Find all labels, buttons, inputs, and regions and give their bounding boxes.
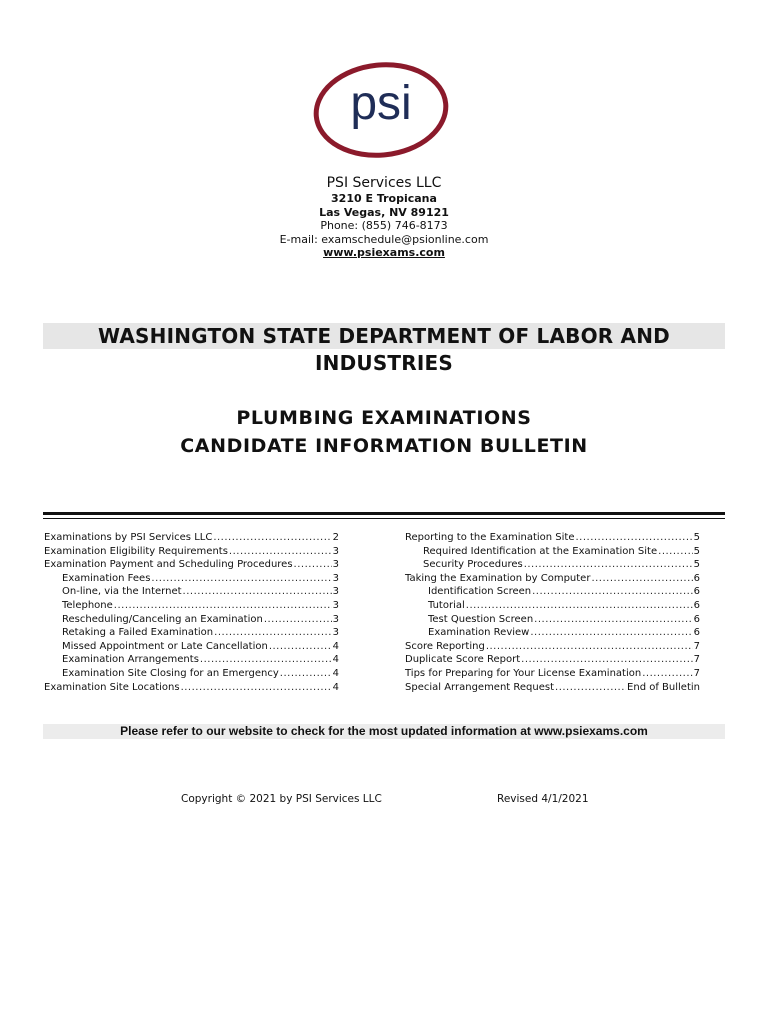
psi-logo bbox=[313, 62, 449, 158]
toc-entry-page: 3 bbox=[332, 545, 339, 557]
toc-entry-label: Retaking a Failed Examination bbox=[62, 627, 214, 639]
toc-entry[interactable] bbox=[405, 640, 700, 654]
toc-entry-label: Taking the Examination by Computer bbox=[405, 572, 591, 584]
toc-entry-label: Examination Site Locations bbox=[44, 681, 180, 693]
toc-entry-label: Examination Arrangements bbox=[62, 654, 199, 666]
toc-entry[interactable] bbox=[405, 599, 700, 613]
toc-entry-label: Tips for Preparing for Your License Examination bbox=[405, 667, 642, 679]
toc-entry-label: Examination Fees bbox=[62, 572, 151, 584]
document-title bbox=[0, 404, 768, 460]
toc-entry-page: 3 bbox=[332, 586, 339, 598]
toc-entry[interactable] bbox=[405, 613, 700, 627]
toc-entry-page: 5 bbox=[693, 559, 700, 571]
toc-entry-page: End of Bulletin bbox=[627, 681, 700, 693]
toc-entry-page: 3 bbox=[332, 559, 339, 571]
toc-entry-page: 4 bbox=[332, 654, 339, 666]
title-line-2: CANDIDATE INFORMATION BULLETIN bbox=[180, 435, 588, 457]
toc-entry-page: 7 bbox=[693, 654, 700, 666]
toc-entry-page: 3 bbox=[332, 599, 339, 611]
toc-entry-label: Test Question Screen bbox=[428, 613, 534, 625]
divider-thin bbox=[43, 518, 725, 519]
toc-entry-label: On-line, via the Internet bbox=[62, 586, 182, 598]
toc-entry-label: Examination Eligibility Requirements bbox=[44, 545, 228, 557]
toc-entry-label: Security Procedures bbox=[423, 559, 523, 571]
toc-entry[interactable] bbox=[44, 545, 339, 559]
company-name: PSI Services LLC bbox=[326, 175, 442, 191]
toc-entry[interactable] bbox=[405, 585, 700, 599]
toc-entry[interactable] bbox=[44, 531, 339, 545]
toc-entry-page: 3 bbox=[332, 613, 339, 625]
toc-entry[interactable] bbox=[44, 626, 339, 640]
toc-entry[interactable] bbox=[405, 653, 700, 667]
toc-entry[interactable] bbox=[44, 558, 339, 572]
toc-entry[interactable] bbox=[405, 626, 700, 640]
toc-entry-label: Examination Payment and Scheduling Procedures bbox=[44, 559, 293, 571]
toc-entry-page: 7 bbox=[693, 640, 700, 652]
toc-entry-label: Rescheduling/Canceling an Examination bbox=[62, 613, 263, 625]
toc-entry-page: 6 bbox=[693, 627, 700, 639]
toc-entry-page: 6 bbox=[693, 572, 700, 584]
toc-entry-label: Examination Review bbox=[428, 627, 530, 639]
toc-entry-label: Special Arrangement Request bbox=[405, 681, 555, 693]
toc-entry[interactable] bbox=[405, 545, 700, 559]
toc-entry[interactable] bbox=[405, 558, 700, 572]
toc-entry[interactable] bbox=[44, 640, 339, 654]
company-website-link[interactable]: www.psiexams.com bbox=[323, 246, 445, 259]
toc-entry[interactable] bbox=[405, 572, 700, 586]
toc-entry[interactable] bbox=[44, 585, 339, 599]
toc-entry[interactable] bbox=[44, 667, 339, 681]
toc-entry[interactable] bbox=[44, 653, 339, 667]
company-email: E-mail: examschedule@psionline.com bbox=[279, 232, 489, 246]
toc-entry-label: Required Identification at the Examination Site bbox=[423, 545, 658, 557]
toc-entry-page: 5 bbox=[693, 545, 700, 557]
toc-entry-label: Identification Screen bbox=[428, 586, 532, 598]
toc-entry-page: 7 bbox=[693, 667, 700, 679]
toc-entry[interactable] bbox=[405, 681, 700, 695]
toc-entry-label: Missed Appointment or Late Cancellation bbox=[62, 640, 268, 652]
toc-entry-page: 4 bbox=[332, 681, 339, 693]
toc-entry-page: 4 bbox=[332, 667, 339, 679]
toc-entry-page: 5 bbox=[693, 532, 700, 543]
company-info bbox=[0, 174, 768, 260]
department-heading: WASHINGTON STATE DEPARTMENT OF LABOR AND INDUSTRIES bbox=[43, 323, 725, 349]
revised-date: Revised 4/1/2021 bbox=[497, 793, 589, 805]
copyright-text: Copyright © 2021 by PSI Services LLC bbox=[181, 793, 382, 805]
logo-text: psi bbox=[350, 77, 412, 130]
company-street: 3210 E Tropicana bbox=[331, 192, 437, 205]
toc-entry-label: Score Reporting bbox=[405, 640, 485, 652]
company-city: Las Vegas, NV 89121 bbox=[319, 205, 449, 219]
toc-entry[interactable] bbox=[44, 599, 339, 613]
toc-left-column bbox=[44, 531, 339, 694]
toc-entry[interactable] bbox=[405, 531, 700, 545]
toc-entry-label: Reporting to the Examination Site bbox=[405, 532, 575, 543]
toc-entry-page: 2 bbox=[332, 532, 339, 543]
toc-entry[interactable] bbox=[44, 572, 339, 586]
toc-entry-page: 4 bbox=[332, 640, 339, 652]
toc-entry-page: 6 bbox=[693, 586, 700, 598]
title-line-1: PLUMBING EXAMINATIONS bbox=[236, 407, 532, 429]
toc-entry-page: 3 bbox=[332, 572, 339, 584]
toc-entry-label: Examination Site Closing for an Emergency bbox=[62, 667, 279, 679]
divider-thick bbox=[43, 512, 725, 515]
toc-entry-label: Tutorial bbox=[428, 599, 465, 611]
toc-entry-page: 3 bbox=[332, 627, 339, 639]
company-phone: Phone: (855) 746-8173 bbox=[320, 219, 448, 232]
toc-entry[interactable] bbox=[44, 681, 339, 695]
toc-entry-label: Telephone bbox=[62, 599, 113, 611]
toc-entry[interactable] bbox=[44, 613, 339, 627]
toc-right-column bbox=[405, 531, 700, 694]
website-notice: Please refer to our website to check for the most updated information at www.psiexams.com bbox=[43, 724, 725, 739]
toc-entry-label: Examinations by PSI Services LLC bbox=[44, 532, 213, 543]
toc-entry[interactable] bbox=[405, 667, 700, 681]
toc-entry-page: 6 bbox=[693, 599, 700, 611]
toc-entry-page: 6 bbox=[693, 613, 700, 625]
toc-entry-label: Duplicate Score Report bbox=[405, 654, 521, 666]
